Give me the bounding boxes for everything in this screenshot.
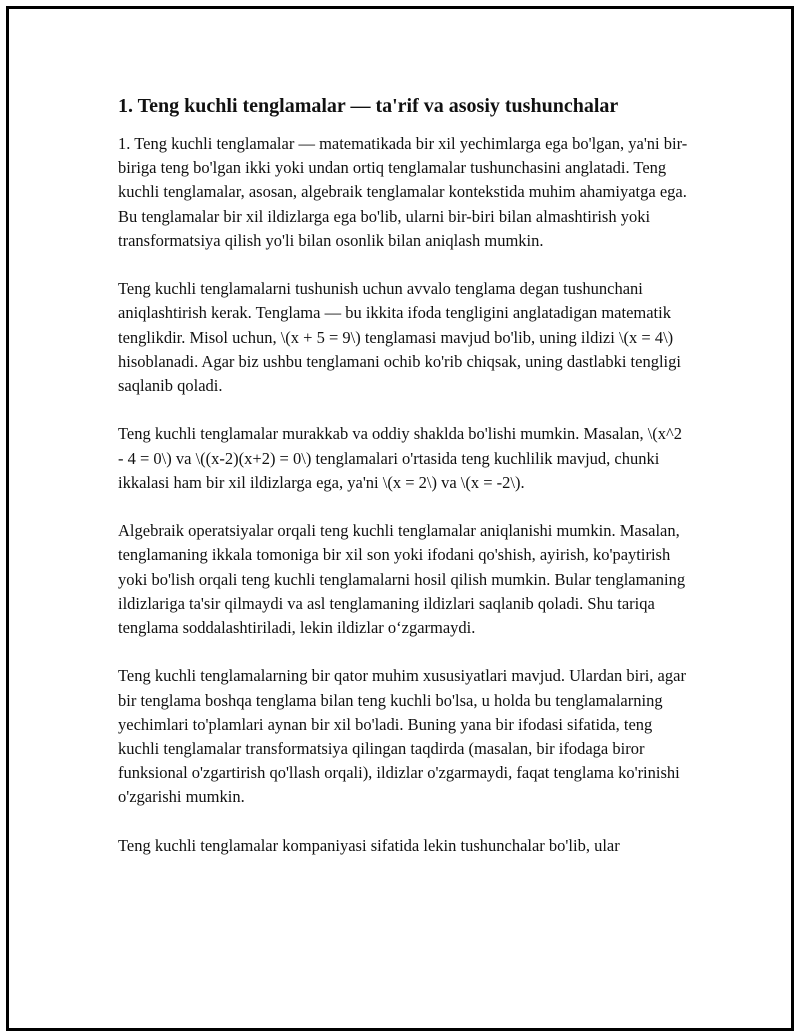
- section-title: 1. Teng kuchli tenglamalar — ta'rif va asosiy tushunchalar: [118, 95, 619, 117]
- paragraph-examples: Teng kuchli tenglamalar murakkab va oddiy shaklda bo'lishi mumkin. Masalan, \(x^2 - 4 = 0\) va \((x-2)(x+2) = 0\) tenglamalari o'rtasida teng kuchlilik mavjud, chunki ikkalasi ham bir xil ildizlarga ega, ya'ni \(x = 2\) va \(x = -2\).: [118, 424, 683, 492]
- paragraph-algebraic-operations: Algebraik operatsiyalar orqali teng kuchli tenglamalar aniqlanishi mumkin. Masalan, tenglamaning ikkala tomoniga bir xil son yoki ifodani qo'shish, ayirish, ko'paytirish yoki bo'lish orqali teng kuchli tenglamalarni hosil qilish mumkin. Bular tenglamaning ildizlariga ta'sir qilmaydi va asl tenglamaning ildizlari saqlanib qoladi. Shu tariqa tenglama soddalashtiriladi, lekin ildizlar o‘zgarmaydi.: [118, 521, 686, 638]
- paragraph-definition: 1. Teng kuchli tenglamalar — matematikada bir xil yechimlarga ega bo'lgan, ya'ni bir-biriga teng bo'lgan ikki yoki undan ortiq tenglamalar tushunchasini anglatadi. Teng kuchli tenglamalar, asosan, algebraik tenglamalar kontekstida muhim ahamiyatga ega. Bu tenglamalar bir xil ildizlarga ega bo'lib, ularni bir-biri bilan almashtirish yoki transformatsiya qilish yo'li bilan osonlik bilan aniqlash mumkin.: [118, 134, 688, 250]
- paragraph-properties: Teng kuchli tenglamalarning bir qator muhim xususiyatlari mavjud. Ulardan biri, agar bir tenglama boshqa tenglama bilan teng kuchli bo'lsa, u holda bu tenglamalarning yechimlari to'plamlari aynan bir xil bo'ladi. Buning yana bir ifodasi sifatida, teng kuchli tenglamalar transformatsiya qilingan taqdirda (masalan, bir ifodaga biror funksional o'zgartirish qo'llash orqali), ildizlar o'zgarmaydi, faqat tenglama ko'rinishi o'zgarishi mumkin.: [118, 666, 686, 807]
- document-body: [118, 92, 690, 858]
- paragraph-equation-concept: Teng kuchli tenglamalarni tushunish uchun avvalo tenglama degan tushunchani aniqlashtirish kerak. Tenglama — bu ikkita ifoda tengligini anglatadigan matematik tenglikdir. Misol uchun, \(x + 5 = 9\) tenglamasi mavjud bo'lib, uning ildizi \(x = 4\) hisoblanadi. Agar biz ushbu tenglamani ochib ko'rib chiqsak, uning dastlabki tengligi saqlanib qoladi.: [118, 279, 681, 396]
- paragraph-continuation: Teng kuchli tenglamalar kompaniyasi sifatida lekin tushunchalar bo'lib, ular: [118, 835, 620, 855]
